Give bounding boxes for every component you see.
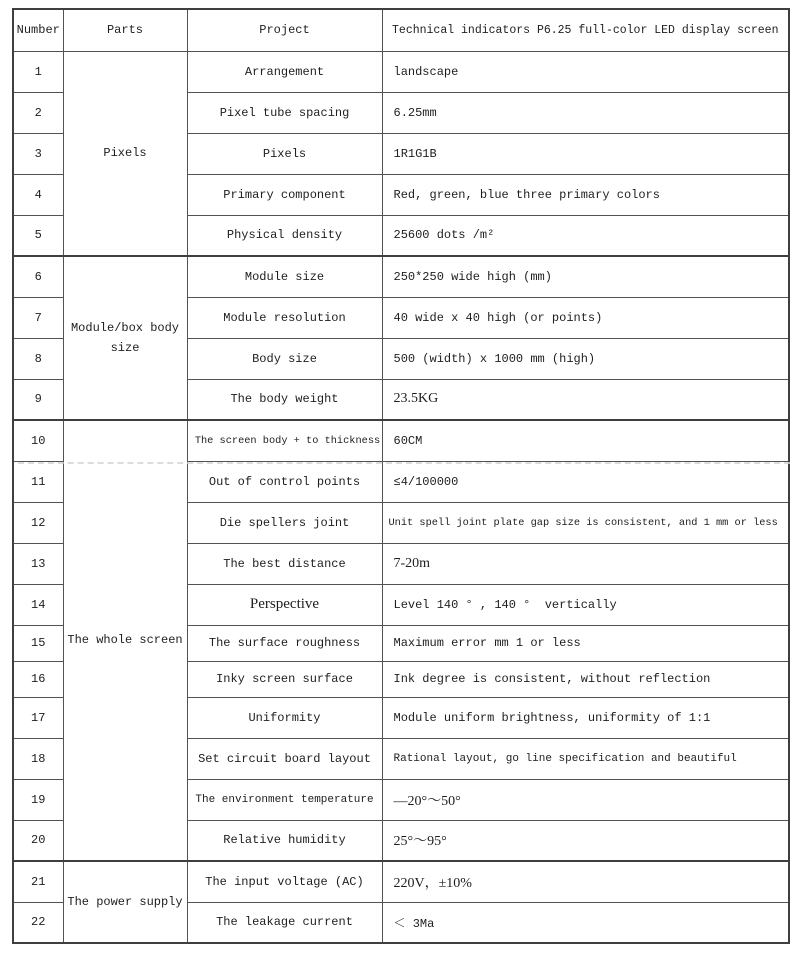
cell-project: The surface roughness: [187, 625, 382, 661]
cell-parts: Pixels: [63, 51, 187, 256]
cell-project: The environment temperature: [187, 779, 382, 820]
cell-project: Module resolution: [187, 297, 382, 338]
table-row: [13, 420, 789, 461]
watermark-line: [18, 462, 790, 464]
cell-value: ≤4/100000: [382, 461, 789, 502]
cell-value: Unit spell joint plate gap size is consistent, and 1 mm or less: [382, 502, 789, 543]
cell-value: 500 (width) x 1000 mm (high): [382, 338, 789, 379]
cell-number: 7: [13, 297, 63, 338]
cell-number: 14: [13, 584, 63, 625]
cell-project: Primary component: [187, 174, 382, 215]
cell-project: The body weight: [187, 379, 382, 420]
cell-project: Out of control points: [187, 461, 382, 502]
cell-number: 21: [13, 861, 63, 902]
table-row: [13, 256, 789, 297]
cell-number: 22: [13, 902, 63, 943]
spec-table-body: [13, 51, 789, 943]
cell-value: 25600 dots /m²: [382, 215, 789, 256]
cell-value: ＜ 3Ma: [382, 902, 789, 943]
spec-table: [12, 8, 790, 944]
cell-project: Uniformity: [187, 697, 382, 738]
cell-value: Module uniform brightness, uniformity of 1:1: [382, 697, 789, 738]
cell-value: 25°～95°: [382, 820, 789, 861]
cell-value: 23.5KG: [382, 379, 789, 420]
cell-parts: The power supply: [63, 861, 187, 943]
cell-value: Maximum error mm 1 or less: [382, 625, 789, 661]
cell-project: Relative humidity: [187, 820, 382, 861]
table-row: [13, 861, 789, 902]
cell-number: 8: [13, 338, 63, 379]
cell-number: 15: [13, 625, 63, 661]
cell-number: 3: [13, 133, 63, 174]
cell-number: 16: [13, 661, 63, 697]
cell-project: Pixels: [187, 133, 382, 174]
cell-number: 6: [13, 256, 63, 297]
cell-project: Die spellers joint: [187, 502, 382, 543]
cell-value: Red, green, blue three primary colors: [382, 174, 789, 215]
cell-value: 220V，±10%: [382, 861, 789, 902]
cell-value: landscape: [382, 51, 789, 92]
cell-value: Level 140 ° , 140 ° vertically: [382, 584, 789, 625]
cell-project: The best distance: [187, 543, 382, 584]
spec-sheet: [12, 8, 790, 944]
cell-project: Set circuit board layout: [187, 738, 382, 779]
spec-table-header: [13, 9, 789, 51]
cell-project: Arrangement: [187, 51, 382, 92]
cell-project: Inky screen surface: [187, 661, 382, 697]
cell-project: The leakage current: [187, 902, 382, 943]
cell-number: 10: [13, 420, 63, 461]
cell-number: 18: [13, 738, 63, 779]
table-row: [13, 51, 789, 92]
cell-number: 12: [13, 502, 63, 543]
cell-project: The screen body + to thickness: [187, 420, 382, 461]
header-row: [13, 9, 789, 51]
cell-number: 9: [13, 379, 63, 420]
cell-value: Rational layout, go line specification and beautiful: [382, 738, 789, 779]
header-number: Number: [13, 9, 63, 51]
cell-number: 13: [13, 543, 63, 584]
cell-value: 60CM: [382, 420, 789, 461]
cell-parts: Module/box body size: [63, 256, 187, 420]
cell-number: 5: [13, 215, 63, 256]
cell-parts: The whole screen: [63, 420, 187, 861]
cell-number: 11: [13, 461, 63, 502]
cell-number: 20: [13, 820, 63, 861]
cell-value: 6.25mm: [382, 92, 789, 133]
cell-number: 1: [13, 51, 63, 92]
cell-value: 250*250 wide high (mm): [382, 256, 789, 297]
cell-number: 19: [13, 779, 63, 820]
cell-project: Body size: [187, 338, 382, 379]
cell-value: —20°～50°: [382, 779, 789, 820]
cell-value: 40 wide x 40 high (or points): [382, 297, 789, 338]
cell-value: 7-20m: [382, 543, 789, 584]
cell-project: Pixel tube spacing: [187, 92, 382, 133]
cell-number: 17: [13, 697, 63, 738]
header-project: Project: [187, 9, 382, 51]
cell-project: Module size: [187, 256, 382, 297]
header-parts: Parts: [63, 9, 187, 51]
cell-project: Physical density: [187, 215, 382, 256]
cell-number: 4: [13, 174, 63, 215]
cell-value: Ink degree is consistent, without reflection: [382, 661, 789, 697]
cell-project: The input voltage (AC): [187, 861, 382, 902]
cell-value: 1R1G1B: [382, 133, 789, 174]
header-indicators: Technical indicators P6.25 full-color LED display screen: [382, 9, 789, 51]
cell-project: Perspective: [187, 584, 382, 625]
cell-number: 2: [13, 92, 63, 133]
